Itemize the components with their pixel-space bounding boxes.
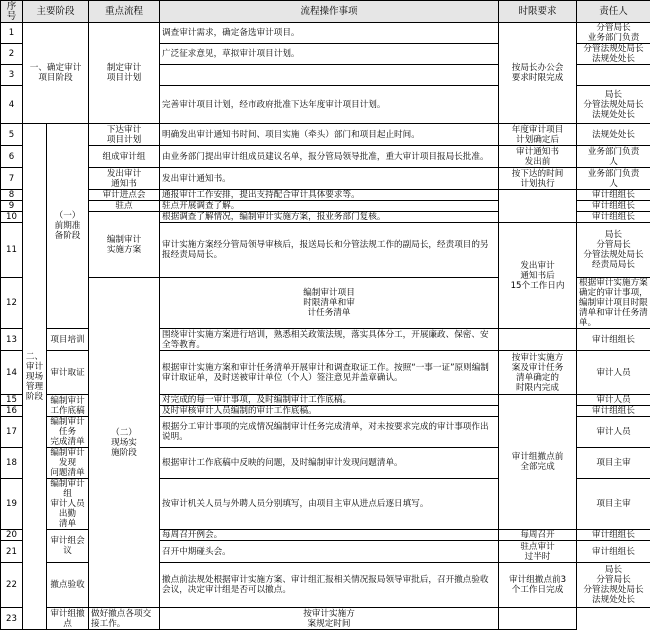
process-label: 下达审计 项目计划 <box>89 124 160 146</box>
time-limit <box>499 329 577 351</box>
owner: 局长 分管局长 分管法规处局长 经责局局长 <box>577 223 650 278</box>
time-limit: 按下达的时间 计划执行 <box>499 168 577 190</box>
row-number: 7 <box>1 168 23 190</box>
process-label: 项目培训 <box>47 329 89 351</box>
owner: 局长 分管局长 分管法规处局长 法规处处长 <box>577 563 650 608</box>
process-label: 编制审计发现 问题清单 <box>47 448 89 479</box>
owner: 审计组组长 <box>577 329 650 351</box>
owner: 审计组组长 <box>577 530 650 541</box>
process-label: 编制审计 工作底稿 <box>47 395 89 417</box>
substage-label: （二） 现场实 施阶段 <box>89 278 160 608</box>
process-label: 组成审计组 <box>89 146 160 168</box>
process-label: 审计取证 <box>47 351 89 395</box>
row-number: 2 <box>1 44 23 65</box>
time-limit: 审计通知书 发出前 <box>499 146 577 168</box>
stage-label: 二、 审计 现场 管理 阶段 <box>23 124 47 630</box>
process-label: 审计组会议 <box>47 530 89 563</box>
owner: 审计组组长 <box>577 406 650 417</box>
time-limit: 按局长办公会 要求时限完成 <box>499 23 577 124</box>
operation-text: 由业务部门提出审计组成员建议名单，报分管局领导批准，重大审计项目报局长批准。 <box>160 146 499 168</box>
row-number: 12 <box>1 278 23 329</box>
header-stage: 主要阶段 <box>23 1 89 23</box>
process-label: 编制审计组 审计人员出勤 清单 <box>47 479 89 530</box>
row-number: 8 <box>1 190 23 201</box>
time-limit: 审计组撤点前3 个工作日完成 <box>499 563 577 608</box>
table-row <box>1 190 650 201</box>
owner: 审计人员 <box>577 417 650 448</box>
row-number: 19 <box>1 479 23 530</box>
row-number: 14 <box>1 351 23 395</box>
process-label: 编制审计项目 时限清单和审 计任务清单 <box>160 278 499 329</box>
row-number: 10 <box>1 212 23 223</box>
time-limit: 按审计实施方 案规定时间 <box>160 608 499 630</box>
row-number: 3 <box>1 65 23 86</box>
process-label: 编制审计任务 完成清单 <box>47 417 89 448</box>
row-number: 6 <box>1 146 23 168</box>
process-label: 审计组撤点 <box>47 608 89 630</box>
row-number: 21 <box>1 541 23 563</box>
row-number: 1 <box>1 23 23 44</box>
time-limit: 按审计实施方 案及审计任务 清单确定的 时限内完成 <box>499 351 577 395</box>
owner <box>577 65 650 86</box>
row-number: 5 <box>1 124 23 146</box>
owner: 局长 分管法规处局长 法规处处长 <box>577 86 650 124</box>
table-row <box>1 146 650 168</box>
row-number: 23 <box>1 608 23 630</box>
row-number: 11 <box>1 223 23 278</box>
operation-text: 按审计机关人员与外聘人员分别填写，由项目主审从进点后逐日填写。 <box>160 479 499 530</box>
time-limit: 年度审计项目 计划确定后 <box>499 124 577 146</box>
process-label: 撤点验收 <box>47 563 89 608</box>
time-limit: 发出审计 通知书后 15个工作日内 <box>499 223 577 329</box>
time-limit: 每周召开 <box>499 530 577 541</box>
operation-text: 明确发出审计通知书时间、项目实施（牵头）部门和项目起止时间。 <box>160 124 499 146</box>
row-number: 18 <box>1 448 23 479</box>
owner: 分管法规处局长 法规处处长 <box>577 44 650 65</box>
table-row <box>1 23 650 44</box>
operation-text: 对完成的每一审计事项，及时编制审计工作底稿。 <box>160 395 499 406</box>
owner: 审计人员 <box>577 395 650 406</box>
operation-text: 广泛征求意见，草拟审计项目计划。 <box>160 44 499 65</box>
header-operation: 流程操作事项 <box>160 1 499 23</box>
owner: 审计人员 <box>577 351 650 395</box>
owner: 业务部门负责 人 <box>577 146 650 168</box>
operation-text: 驻点开展调查了解。 <box>160 201 499 212</box>
table-row <box>1 124 650 146</box>
row-number: 13 <box>1 329 23 351</box>
operation-text: 根据审计实施方案确定的审计事项，编制审计项目时限清单和审计任务清单。 <box>577 278 650 329</box>
operation-text: 撤点前法规处根据审计实施方案、审计组汇报相关情况报局领导审批后，召开撤点验收会议，决定审计组是否可以撤点。 <box>160 563 499 608</box>
row-number: 17 <box>1 417 23 448</box>
owner: 分管局长 业务部门负责 <box>577 23 650 44</box>
operation-text: 发出审计通知书。 <box>160 168 499 190</box>
table-row <box>1 608 650 630</box>
time-limit: 驻点审计 过半时 <box>499 541 577 563</box>
process-label: 发出审计 通知书 <box>89 168 160 190</box>
header-no: 序号 <box>1 1 23 23</box>
header-process: 重点流程 <box>89 1 160 23</box>
owner: 项目主审 <box>577 479 650 530</box>
process-label: 驻点 <box>89 201 160 212</box>
owner: 项目主审 <box>577 448 650 479</box>
operation-text: 根据审计实施方案和审计任务清单开展审计和调查取证工作。按照“一事一证”原则编制审计取证单，及时送被审计单位（个人）签注意见并盖章确认。 <box>160 351 499 395</box>
operation-text: 及时审核审计人员编制的审计工作底稿。 <box>160 406 499 417</box>
stage-label: 一、确定审计 项目阶段 <box>23 23 89 124</box>
operation-text: 根据分工审计事项的完成情况编制审计任务完成清单，对未按要求完成的审计事项作出说明。 <box>160 417 499 448</box>
row-number: 15 <box>1 395 23 406</box>
operation-text: 通报审计工作安排，提出支持配合审计具体要求等。 <box>160 190 499 201</box>
table-row <box>1 168 650 190</box>
row-number: 22 <box>1 563 23 608</box>
operation-text: 召开中期碰头会。 <box>160 541 499 563</box>
owner: 法规处处长 <box>577 124 650 146</box>
operation-text: 每周召开例会。 <box>160 530 499 541</box>
header-time-limit: 时限要求 <box>499 1 577 23</box>
operation-text: 完善审计项目计划，经市政府批准下达年度审计项目计划。 <box>160 86 499 124</box>
row-number: 4 <box>1 86 23 124</box>
operation-text: 围绕审计实施方案进行培训，熟悉相关政策法规，落实具体分工，开展廉政、保密、安全等教育。 <box>160 329 499 351</box>
operation-text: 审计实施方案经分管局领导审核后，报送局长和分管法规工作的副局长，经责项目的另报经责局局长。 <box>160 223 499 278</box>
row-number: 9 <box>1 201 23 212</box>
operation-text: 根据调查了解情况，编制审计实施方案，报业务部门复核。 <box>160 212 499 223</box>
time-limit: 审计组撤点前 全部完成 <box>499 395 577 530</box>
time-limit <box>499 190 577 223</box>
operation-text: 做好撤点各项交接工作。 <box>89 608 160 630</box>
owner: 审计组组长 <box>577 190 650 201</box>
process-label: 制定审计 项目计划 <box>89 23 160 124</box>
row-number: 16 <box>1 406 23 417</box>
owner: 业务部门负责 人 <box>577 168 650 190</box>
row-number: 20 <box>1 530 23 541</box>
operation-text: 调查审计需求，确定备选审计项目。 <box>160 23 499 44</box>
process-label: 编制审计 实施方案 <box>89 212 160 278</box>
operation-text <box>160 65 499 86</box>
owner: 审计组组长 <box>577 212 650 223</box>
operation-text: 根据审计工作底稿中反映的问题，及时编制审计发现问题清单。 <box>160 448 499 479</box>
owner: 审计组组长 <box>577 541 650 563</box>
owner <box>499 608 577 630</box>
owner: 审计组组长 <box>577 201 650 212</box>
substage-label: （一） 前期准 备阶段 <box>47 124 89 329</box>
process-label: 审计进点会 <box>89 190 160 201</box>
header-owner: 责任人 <box>577 1 650 23</box>
